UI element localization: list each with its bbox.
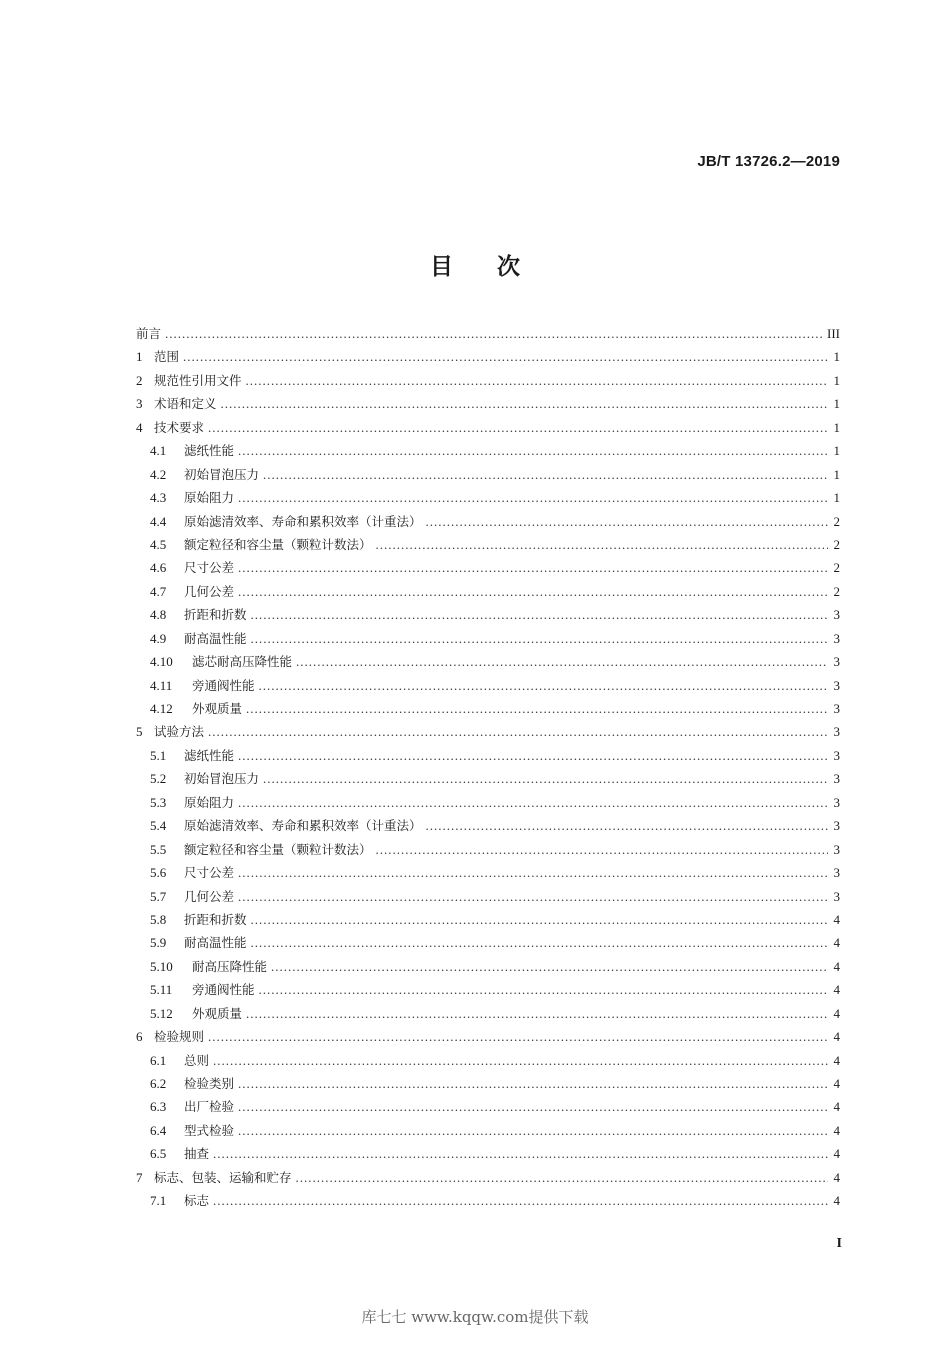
toc-entry-number: 5.9: [150, 935, 167, 951]
toc-entry-title: 滤纸性能: [184, 747, 235, 763]
toc-leader-dots: [246, 369, 828, 392]
toc-leader-dots: [208, 720, 828, 743]
toc-entry-page: 3: [833, 701, 840, 716]
toc-entry-number: 5: [136, 724, 143, 740]
toc-entry-page: 3: [833, 747, 840, 763]
toc-entry-number: 4: [136, 419, 143, 435]
toc-entry[interactable]: [136, 955, 840, 978]
toc-leader-dots: [251, 908, 828, 931]
toc-leader-dots: [213, 1189, 828, 1212]
toc-entry-page: 3: [833, 607, 840, 623]
toc-entry-page: 1: [833, 490, 840, 506]
toc-entry[interactable]: [136, 486, 840, 509]
toc-entry-page: 3: [833, 888, 840, 904]
toc-entry[interactable]: [136, 580, 840, 603]
toc-entry-page: 1: [833, 466, 840, 482]
toc-entry[interactable]: [136, 1049, 840, 1072]
toc-entry-page: 4: [833, 1193, 840, 1209]
toc-leader-dots: [238, 1095, 828, 1118]
toc-entry[interactable]: [136, 556, 840, 579]
toc-entry-page: 3: [833, 654, 840, 670]
toc-entry[interactable]: [136, 838, 840, 861]
toc-entry-number: 5.3: [150, 794, 167, 810]
toc-title: [0, 248, 950, 281]
toc-entry-title: 折距和折数: [184, 911, 247, 927]
toc-leader-dots: [251, 603, 828, 626]
toc-entry-page: 3: [833, 771, 840, 787]
toc-entry-page: 1: [833, 443, 840, 459]
toc-entry-page: III: [827, 326, 840, 341]
toc-entry-number: 6: [136, 1029, 143, 1045]
toc-entry-number: 5.12: [150, 1005, 173, 1021]
toc-entry[interactable]: [136, 978, 840, 1001]
toc-entry[interactable]: [136, 369, 840, 392]
toc-entry-number: 5.6: [150, 865, 167, 881]
toc-leader-dots: [251, 931, 828, 954]
toc-entry[interactable]: [136, 1072, 840, 1095]
toc-leader-dots: [376, 533, 828, 556]
toc-entry-title: 滤纸性能: [184, 443, 235, 459]
toc-entry-title: 前言: [136, 326, 162, 341]
toc-entry-title: 检验规则: [154, 1029, 205, 1045]
toc-entry[interactable]: [136, 1166, 840, 1189]
toc-entry[interactable]: [136, 720, 840, 743]
toc-entry[interactable]: [136, 791, 840, 814]
toc-entry-number: 6.3: [150, 1099, 167, 1115]
toc-entry[interactable]: [136, 1095, 840, 1118]
toc-leader-dots: [238, 556, 828, 579]
toc-entry-title: 原始滤清效率、寿命和累积效率（计重法）: [184, 513, 422, 529]
toc-entry[interactable]: [136, 1189, 840, 1212]
toc-entry-number: 4.12: [150, 701, 173, 716]
toc-entry-number: 2: [136, 372, 143, 388]
toc-entry[interactable]: [136, 744, 840, 767]
toc-entry-number: 3: [136, 396, 143, 412]
toc-entry-title: 几何公差: [184, 583, 235, 599]
toc-entry-page: 4: [833, 1076, 840, 1091]
toc-entry-page: 4: [833, 1169, 840, 1185]
toc-leader-dots: [271, 955, 828, 978]
toc-entry-number: 6.4: [150, 1122, 167, 1138]
toc-entry-title: 出厂检验: [184, 1099, 235, 1115]
toc-entry[interactable]: [136, 908, 840, 931]
toc-title-part1: 目: [430, 254, 453, 280]
toc-entry-title: 范围: [154, 349, 180, 365]
toc-entry-title: 技术要求: [154, 419, 205, 435]
toc-entry-number: 5.1: [150, 747, 167, 763]
toc-entry-page: 4: [833, 1052, 840, 1068]
toc-entry-number: 5.7: [150, 888, 167, 904]
toc-entry[interactable]: [136, 627, 840, 650]
toc-entry-number: 4.11: [150, 677, 173, 693]
toc-entry[interactable]: [136, 885, 840, 908]
toc-leader-dots: [208, 1025, 828, 1048]
toc-entry-title: 标志: [184, 1193, 210, 1209]
standard-code: JB/T 13726.2—2019: [697, 153, 840, 170]
toc-title-part2: 次: [497, 254, 520, 280]
toc-entry-number: 4.10: [150, 654, 173, 670]
toc-entry-page: 4: [833, 911, 840, 927]
toc-entry-number: 4.3: [150, 490, 167, 506]
toc-leader-dots: [376, 838, 828, 861]
toc-entry-page: 1: [833, 372, 840, 388]
toc-entry[interactable]: [136, 814, 840, 837]
toc-entry-title: 额定粒径和容尘量（颗粒计数法）: [184, 841, 372, 857]
toc-entry-page: 4: [833, 1146, 840, 1162]
toc-entry-title: 抽查: [184, 1146, 210, 1162]
toc-leader-dots: [238, 1119, 828, 1142]
toc-entry-title: 原始阻力: [184, 490, 235, 506]
toc-entry[interactable]: [136, 674, 840, 697]
toc-entry-page: 3: [833, 841, 840, 857]
toc-entry-number: 6.5: [150, 1146, 167, 1162]
toc-entry-title: 原始滤清效率、寿命和累积效率（计重法）: [184, 818, 422, 834]
toc-entry-title: 旁通阀性能: [192, 982, 255, 998]
toc-entry-title: 额定粒径和容尘量（颗粒计数法）: [184, 536, 372, 552]
toc-entry-number: 4.2: [150, 466, 167, 482]
toc-entry-title: 术语和定义: [154, 396, 217, 412]
toc-entry-page: 4: [833, 1029, 840, 1045]
toc-leader-dots: [238, 486, 828, 509]
toc-entry-page: 2: [833, 583, 840, 599]
toc-entry-number: 6.2: [150, 1076, 167, 1091]
toc-entry-title: 检验类别: [184, 1076, 235, 1091]
toc-entry[interactable]: [136, 767, 840, 790]
toc-entry-title: 外观质量: [192, 701, 243, 716]
toc-leader-dots: [238, 885, 828, 908]
toc-entry-title: 尺寸公差: [184, 865, 235, 881]
toc-leader-dots: [213, 1142, 828, 1165]
toc-entry-page: 4: [833, 1122, 840, 1138]
toc-entry-number: 5.4: [150, 818, 167, 834]
toc-entry[interactable]: [136, 392, 840, 415]
toc-entry-page: 4: [833, 982, 840, 998]
toc-entry-page: 2: [833, 536, 840, 552]
download-watermark: 库七七 www.kqqw.com提供下载: [361, 1308, 589, 1326]
toc-entry-title: 旁通阀性能: [192, 677, 255, 693]
toc-entry-title: 耐高温性能: [184, 630, 247, 646]
toc-entry-page: 4: [833, 1099, 840, 1115]
toc-leader-dots: [259, 978, 828, 1001]
toc-entry-title: 折距和折数: [184, 607, 247, 623]
toc-entry-number: 5.2: [150, 771, 167, 787]
toc-entry-title: 规范性引用文件: [154, 372, 242, 388]
toc-entry-page: 3: [833, 865, 840, 881]
toc-leader-dots: [238, 1072, 828, 1095]
toc-leader-dots: [238, 580, 828, 603]
toc-leader-dots: [426, 814, 828, 837]
toc-entry-number: 4.7: [150, 583, 167, 599]
toc-entry-number: 5.8: [150, 911, 167, 927]
toc-entry-number: 5.11: [150, 982, 173, 998]
toc-leader-dots: [208, 416, 828, 439]
toc-entry[interactable]: [136, 861, 840, 884]
toc-entry[interactable]: [136, 1142, 840, 1165]
toc-leader-dots: [246, 697, 828, 720]
toc-entry-title: 尺寸公差: [184, 560, 235, 576]
toc-entry-number: 5.10: [150, 958, 173, 974]
table-of-contents: [136, 322, 840, 1213]
toc-entry-page: 1: [833, 419, 840, 435]
toc-entry-number: 4.1: [150, 443, 167, 459]
toc-entry[interactable]: [136, 416, 840, 439]
toc-entry[interactable]: [136, 1119, 840, 1142]
toc-entry[interactable]: [136, 322, 840, 345]
toc-entry-title: 耐高压降性能: [192, 958, 268, 974]
toc-entry-page: 1: [833, 396, 840, 412]
toc-entry-number: 4.5: [150, 536, 167, 552]
toc-entry[interactable]: [136, 463, 840, 486]
toc-entry[interactable]: [136, 533, 840, 556]
toc-entry-number: 1: [136, 349, 143, 365]
toc-entry-page: 3: [833, 630, 840, 646]
toc-entry-number: 4.9: [150, 630, 167, 646]
toc-leader-dots: [238, 861, 828, 884]
toc-leader-dots: [213, 1049, 828, 1072]
toc-leader-dots: [183, 345, 828, 368]
toc-leader-dots: [238, 439, 828, 462]
toc-entry-page: 4: [833, 1005, 840, 1021]
toc-entry-title: 试验方法: [154, 724, 205, 740]
toc-entry[interactable]: [136, 1025, 840, 1048]
toc-entry-title: 耐高温性能: [184, 935, 247, 951]
toc-entry-title: 初始冒泡压力: [184, 771, 260, 787]
toc-entry[interactable]: [136, 510, 840, 533]
toc-leader-dots: [251, 627, 828, 650]
toc-entry-page: 4: [833, 958, 840, 974]
toc-entry-page: 3: [833, 794, 840, 810]
toc-entry-number: 4.8: [150, 607, 167, 623]
toc-entry-page: 2: [833, 560, 840, 576]
toc-entry-title: 初始冒泡压力: [184, 466, 260, 482]
toc-entry-page: 4: [833, 935, 840, 951]
toc-leader-dots: [426, 510, 828, 533]
toc-entry-page: 3: [833, 677, 840, 693]
toc-entry-title: 原始阻力: [184, 794, 235, 810]
toc-entry-number: 6.1: [150, 1052, 167, 1068]
toc-entry[interactable]: [136, 931, 840, 954]
toc-leader-dots: [238, 744, 828, 767]
toc-entry-number: 7: [136, 1169, 143, 1185]
toc-leader-dots: [296, 1166, 828, 1189]
toc-entry[interactable]: [136, 345, 840, 368]
toc-entry[interactable]: [136, 697, 840, 720]
toc-entry[interactable]: [136, 1002, 840, 1025]
toc-leader-dots: [296, 650, 828, 673]
toc-entry-number: 4.4: [150, 513, 167, 529]
toc-entry-title: 滤芯耐高压降性能: [192, 654, 293, 670]
toc-leader-dots: [221, 392, 828, 415]
toc-entry-page: 3: [833, 724, 840, 740]
toc-entry[interactable]: [136, 603, 840, 626]
toc-entry-number: 4.6: [150, 560, 167, 576]
toc-entry-title: 标志、包装、运输和贮存: [154, 1169, 292, 1185]
toc-leader-dots: [263, 463, 828, 486]
page-number: I: [836, 1236, 842, 1251]
toc-entry-title: 总则: [184, 1052, 210, 1068]
toc-leader-dots: [165, 322, 823, 345]
toc-entry-number: 7.1: [150, 1193, 167, 1209]
toc-leader-dots: [238, 791, 828, 814]
toc-entry[interactable]: [136, 650, 840, 673]
toc-entry-page: 2: [833, 513, 840, 529]
toc-entry-page: 1: [833, 349, 840, 365]
toc-leader-dots: [246, 1002, 828, 1025]
toc-entry-number: 5.5: [150, 841, 167, 857]
toc-leader-dots: [263, 767, 828, 790]
toc-entry-title: 几何公差: [184, 888, 235, 904]
toc-leader-dots: [259, 674, 828, 697]
toc-entry-title: 外观质量: [192, 1005, 243, 1021]
toc-entry-page: 3: [833, 818, 840, 834]
toc-entry-title: 型式检验: [184, 1122, 235, 1138]
toc-entry[interactable]: [136, 439, 840, 462]
